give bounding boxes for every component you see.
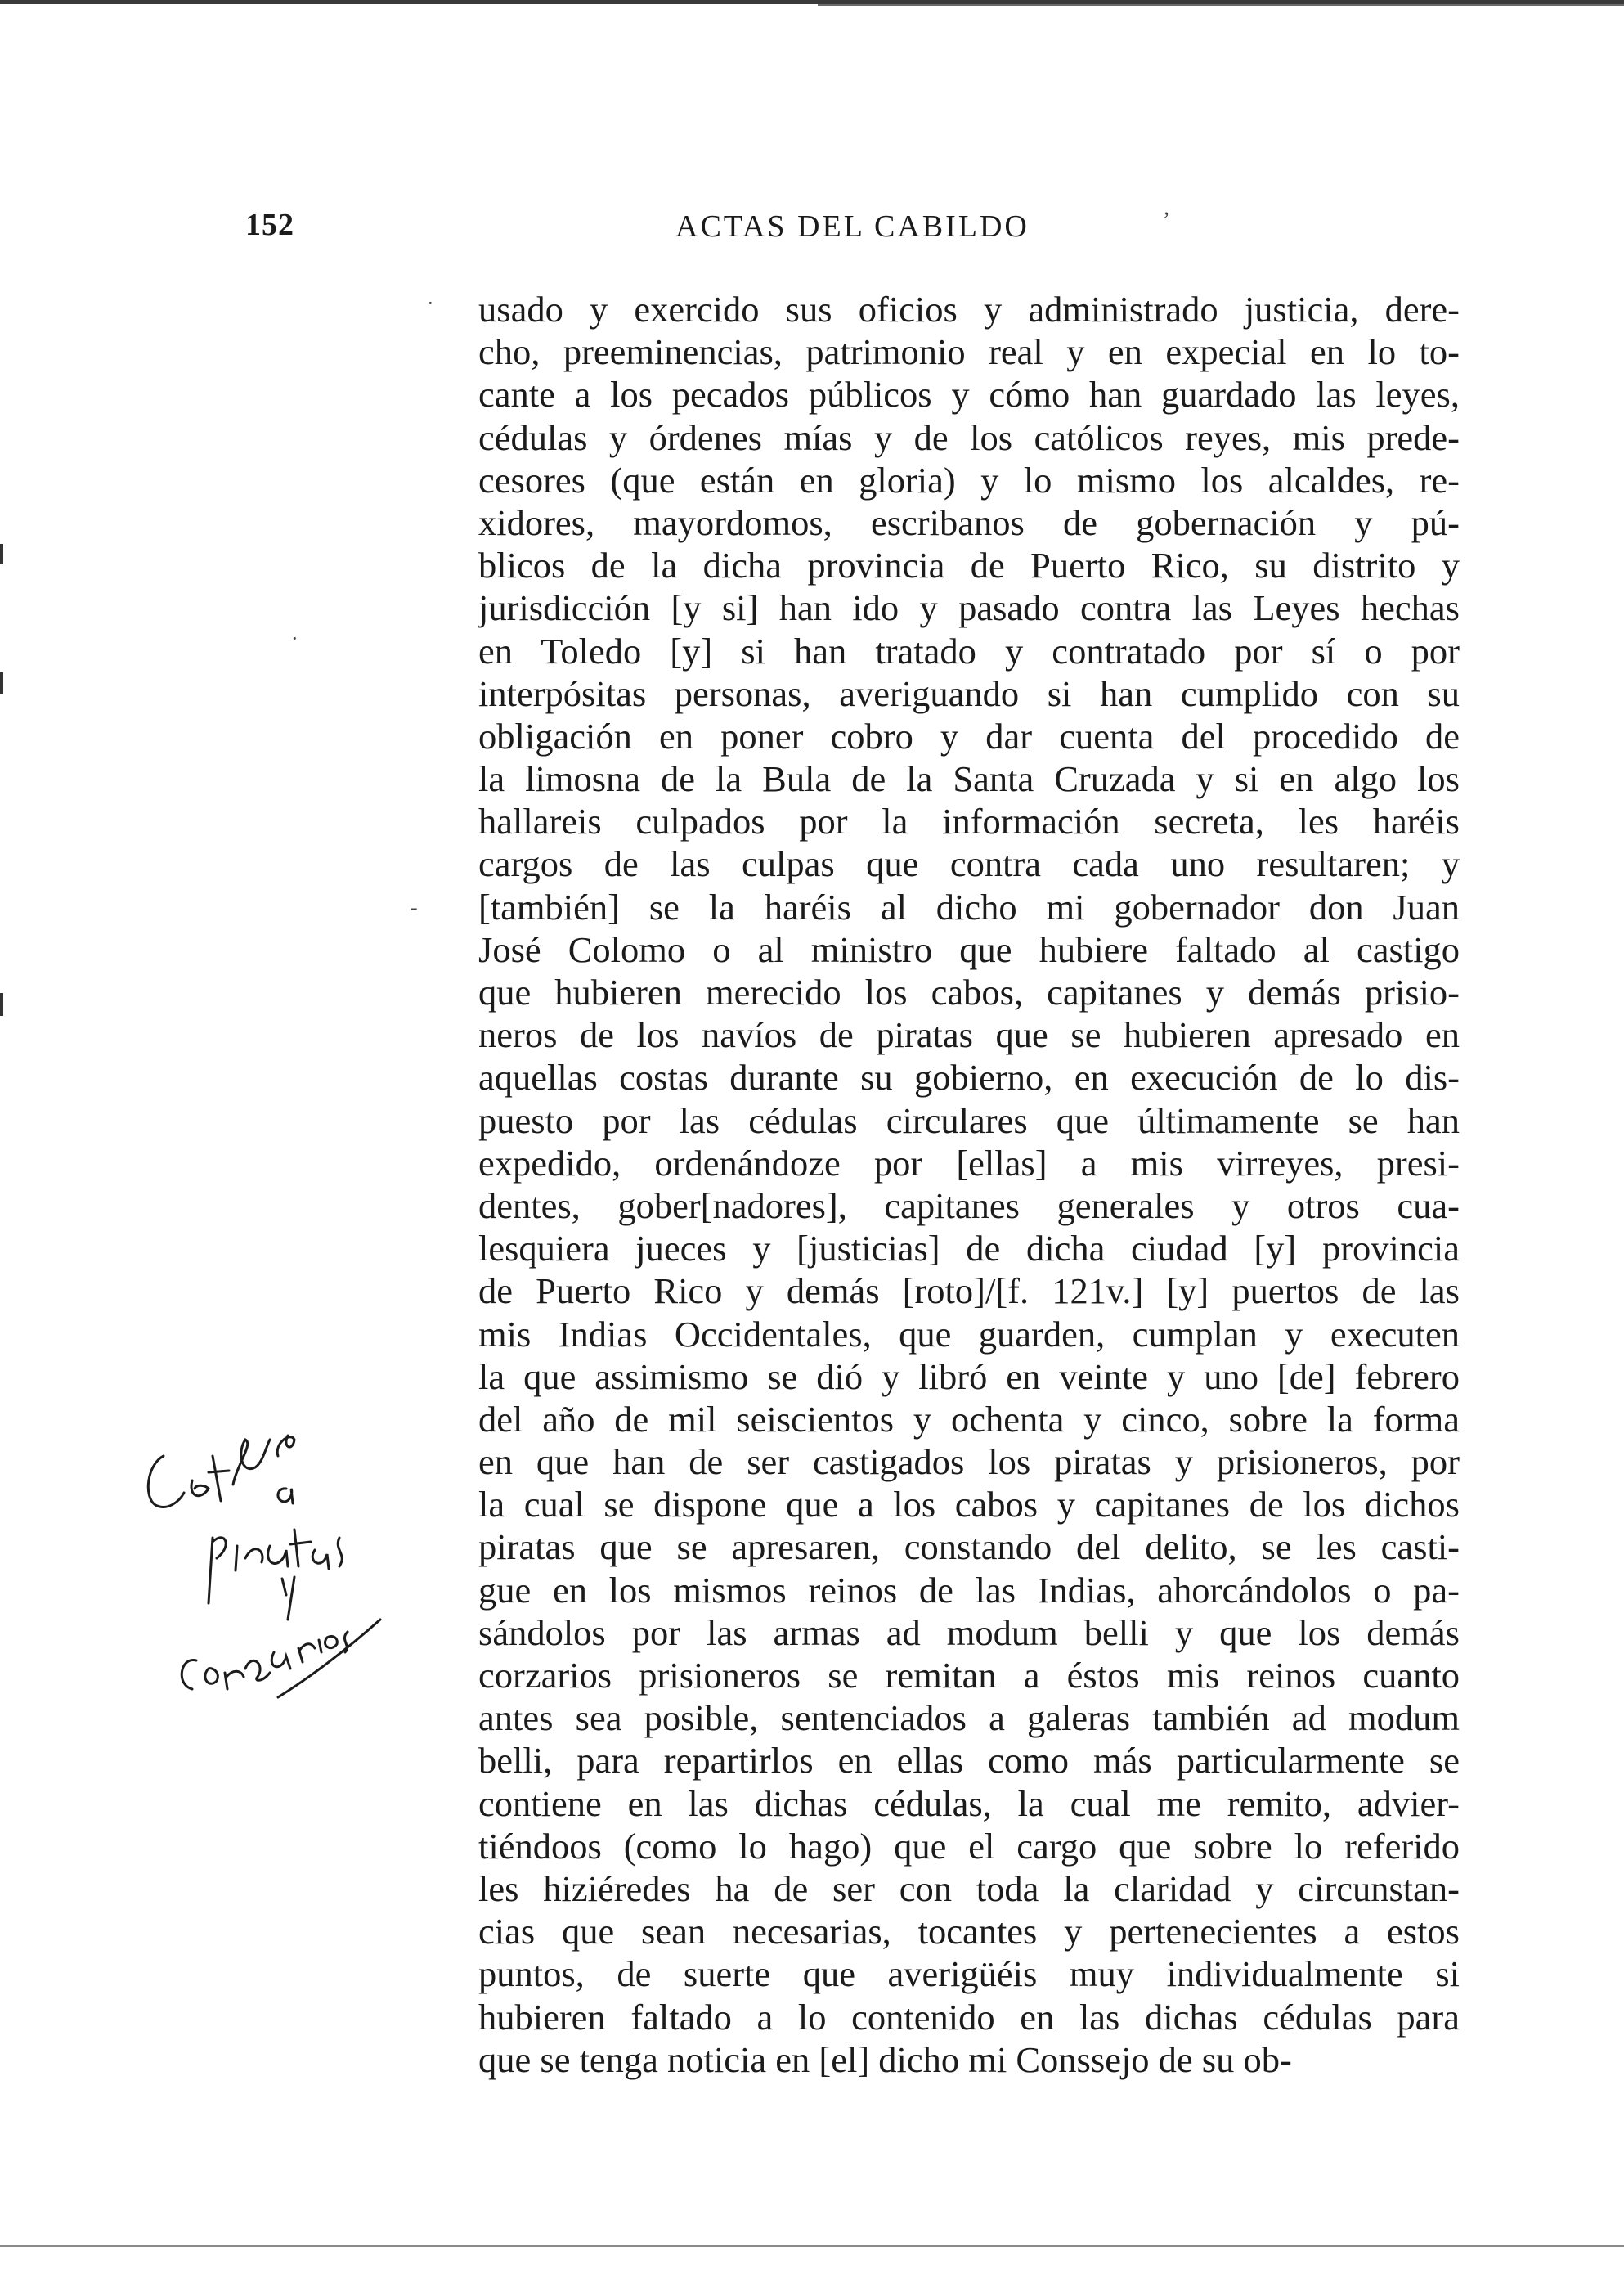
- body-line: piratas que se apresaren, constando del delito, se les casti-: [478, 1526, 1460, 1568]
- body-line: cho, preeminencias, patrimonio real y en expecial en lo to-: [478, 331, 1460, 373]
- body-line: cargos de las culpas que contra cada uno resultaren; y: [478, 843, 1460, 885]
- body-line: antes sea posible, sentenciados a galeras también ad modum: [478, 1697, 1460, 1739]
- body-line: la limosna de la Bula de la Santa Cruzada y si en algo los: [478, 758, 1460, 800]
- scan-edge-mark: [0, 672, 3, 694]
- handwritten-annotation-drawing: [131, 1407, 425, 1750]
- body-line: en Toledo [y] si han tratado y contratado por sí o por: [478, 630, 1460, 672]
- body-text: [478, 288, 1460, 2081]
- body-line: blicos de la dicha provincia de Puerto Rico, su distrito y: [478, 545, 1460, 586]
- body-line: xidores, mayordomos, escribanos de gobernación y pú-: [478, 501, 1460, 543]
- body-line: sándolos por las armas ad modum belli y que los demás: [478, 1611, 1460, 1653]
- body-line: contiene en las dichas cédulas, la cual me remito, advier-: [478, 1782, 1460, 1824]
- body-line: interpósitas personas, averiguando si han cumplido con su: [478, 672, 1460, 714]
- body-line: hubieren faltado a lo contenido en las dichas cédulas para: [478, 1996, 1460, 2038]
- body-line: en que han de ser castigados los piratas y prisioneros, por: [478, 1441, 1460, 1483]
- body-line: que se tenga noticia en [el] dicho mi Conssejo de su ob-: [478, 2038, 1292, 2080]
- body-line: hallareis culpados por la información secreta, les haréis: [478, 801, 1460, 842]
- bottom-edge-rule: [0, 2245, 1624, 2247]
- running-head: ACTAS DEL CABILDO: [675, 209, 1030, 244]
- scan-edge-mark: [0, 993, 3, 1016]
- body-line: neros de los navíos de piratas que se hubieren apresado en: [478, 1014, 1460, 1056]
- body-line: cesores (que están en gloria) y lo mismo los alcaldes, re-: [478, 459, 1460, 501]
- body-line: aquellas costas durante su gobierno, en execución de lo dis-: [478, 1057, 1460, 1099]
- top-edge-rule-secondary: [818, 4, 1624, 6]
- body-line: expedido, ordenándoze por [ellas] a mis virreyes, presi-: [478, 1142, 1460, 1184]
- body-line: jurisdicción [y si] han ido y pasado contra las Leyes hechas: [478, 587, 1460, 629]
- body-line: cante a los pecados públicos y cómo han guardado las leyes,: [478, 374, 1460, 416]
- body-line: del año de mil seiscientos y ochenta y cinco, sobre la forma: [478, 1398, 1460, 1440]
- body-line: mis Indias Occidentales, que guarden, cumplan y executen: [478, 1313, 1460, 1355]
- body-line: puesto por las cédulas circulares que últimamente se han: [478, 1099, 1460, 1141]
- page-number: 152: [245, 208, 294, 242]
- body-line: usado y exercido sus oficios y administrado justicia, dere-: [478, 289, 1460, 330]
- scan-edge-mark: [0, 544, 3, 564]
- body-line: les hiziéredes ha de ser con toda la claridad y circunstan-: [478, 1867, 1460, 1909]
- stray-mark: ·: [291, 627, 298, 650]
- body-line: dentes, gober[nadores], capitanes generales y otros cua-: [478, 1184, 1460, 1226]
- body-line: obligación en poner cobro y dar cuenta del procedido de: [478, 715, 1460, 757]
- stray-mark: -: [410, 896, 418, 919]
- body-line: corzarios prisioneros se remitan a éstos mis reinos cuanto: [478, 1655, 1460, 1696]
- body-line: puntos, de suerte que averigüéis muy individualmente si: [478, 1953, 1460, 1995]
- body-line: [también] se la haréis al dicho mi gobernador don Juan: [478, 886, 1460, 928]
- body-line: cédulas y órdenes mías y de los católicos reyes, mis prede-: [478, 416, 1460, 458]
- body-line: tiéndoos (como lo hago) que el cargo que sobre lo referido: [478, 1825, 1460, 1867]
- body-line: la que assimismo se dió y libró en veinte y uno [de] febrero: [478, 1355, 1460, 1397]
- body-line: la cual se dispone que a los cabos y capitanes de los dichos: [478, 1484, 1460, 1525]
- stray-mark: ·: [427, 291, 434, 315]
- body-line: que hubieren merecido los cabos, capitanes y demás prisio-: [478, 972, 1460, 1013]
- body-line: lesquiera jueces y [justicias] de dicha ciudad [y] provincia: [478, 1228, 1460, 1269]
- body-line: belli, para repartirlos en ellas como más particularmente se: [478, 1740, 1460, 1782]
- margin-note-handwritten: [131, 1407, 425, 1755]
- body-line: cias que sean necesarias, tocantes y pertenecientes a estos: [478, 1911, 1460, 1952]
- stray-mark: ʼ: [1163, 208, 1170, 231]
- body-line: gue en los mismos reinos de las Indias, ahorcándolos o pa-: [478, 1569, 1460, 1611]
- body-line: de Puerto Rico y demás [roto]/[f. 121v.] [y] puertos de las: [478, 1270, 1460, 1312]
- body-line: José Colomo o al ministro que hubiere faltado al castigo: [478, 928, 1460, 970]
